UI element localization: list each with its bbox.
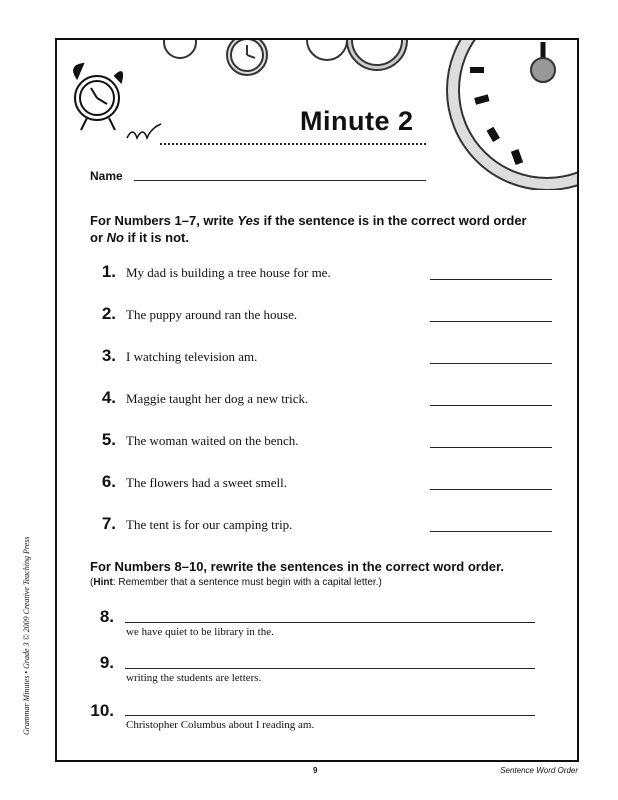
big-clock-icon bbox=[447, 40, 577, 190]
answer-line[interactable] bbox=[430, 321, 552, 322]
rewrite-prompt: Christopher Columbus about I reading am. bbox=[126, 719, 315, 731]
rewrite-line[interactable] bbox=[125, 715, 535, 716]
answer-line[interactable] bbox=[430, 489, 552, 490]
question-number: 3. bbox=[101, 346, 116, 365]
question-text: The woman waited on the bench. bbox=[126, 433, 299, 448]
alarm-clock-icon bbox=[74, 64, 161, 138]
question-number: 4. bbox=[101, 388, 116, 407]
answer-line[interactable] bbox=[430, 531, 552, 532]
answer-line[interactable] bbox=[430, 363, 552, 364]
name-label: Name bbox=[90, 169, 123, 183]
copyright-sidebar: Grammar Minutes • Grade 3 © 2009 Creative Teaching Press bbox=[22, 536, 31, 735]
instructions-2: For Numbers 8–10, rewrite the sentences in the correct word order. bbox=[90, 559, 504, 574]
page-title: Minute 2 bbox=[300, 106, 414, 136]
question-text: I watching television am. bbox=[126, 349, 258, 364]
page-number: 9 bbox=[313, 766, 318, 775]
rewrite-line[interactable] bbox=[125, 668, 535, 669]
question-number: 2. bbox=[101, 304, 116, 323]
rewrite-prompt: writing the students are letters. bbox=[126, 672, 262, 684]
answer-line[interactable] bbox=[430, 279, 552, 280]
question-number: 1. bbox=[101, 262, 116, 281]
hint-text: (Hint: Remember that a sentence must begin with a capital letter.) bbox=[90, 577, 382, 588]
title-divider bbox=[160, 143, 426, 145]
rewrite-number: 9. bbox=[99, 653, 114, 672]
rewrite-prompt: we have quiet to be library in the. bbox=[126, 626, 274, 638]
question-number: 6. bbox=[101, 472, 116, 491]
question-text: The tent is for our camping trip. bbox=[126, 517, 293, 532]
question-number: 7. bbox=[101, 514, 116, 533]
question-text: Maggie taught her dog a new trick. bbox=[126, 391, 309, 406]
question-text: My dad is building a tree house for me. bbox=[126, 265, 331, 280]
rewrite-number: 10. bbox=[90, 701, 114, 720]
small-clock-icon bbox=[164, 40, 407, 75]
instructions-1: For Numbers 1–7, write Yes if the sentence is in the correct word order or No if it is not. bbox=[90, 213, 527, 245]
answer-line[interactable] bbox=[430, 447, 552, 448]
rewrite-number: 8. bbox=[99, 607, 114, 626]
rewrite-line[interactable] bbox=[125, 622, 535, 623]
name-field-line[interactable] bbox=[134, 180, 426, 181]
answer-line[interactable] bbox=[430, 405, 552, 406]
footer-topic: Sentence Word Order bbox=[500, 766, 578, 775]
question-text: The puppy around ran the house. bbox=[126, 307, 298, 322]
question-number: 5. bbox=[101, 430, 116, 449]
question-text: The flowers had a sweet smell. bbox=[126, 475, 288, 490]
